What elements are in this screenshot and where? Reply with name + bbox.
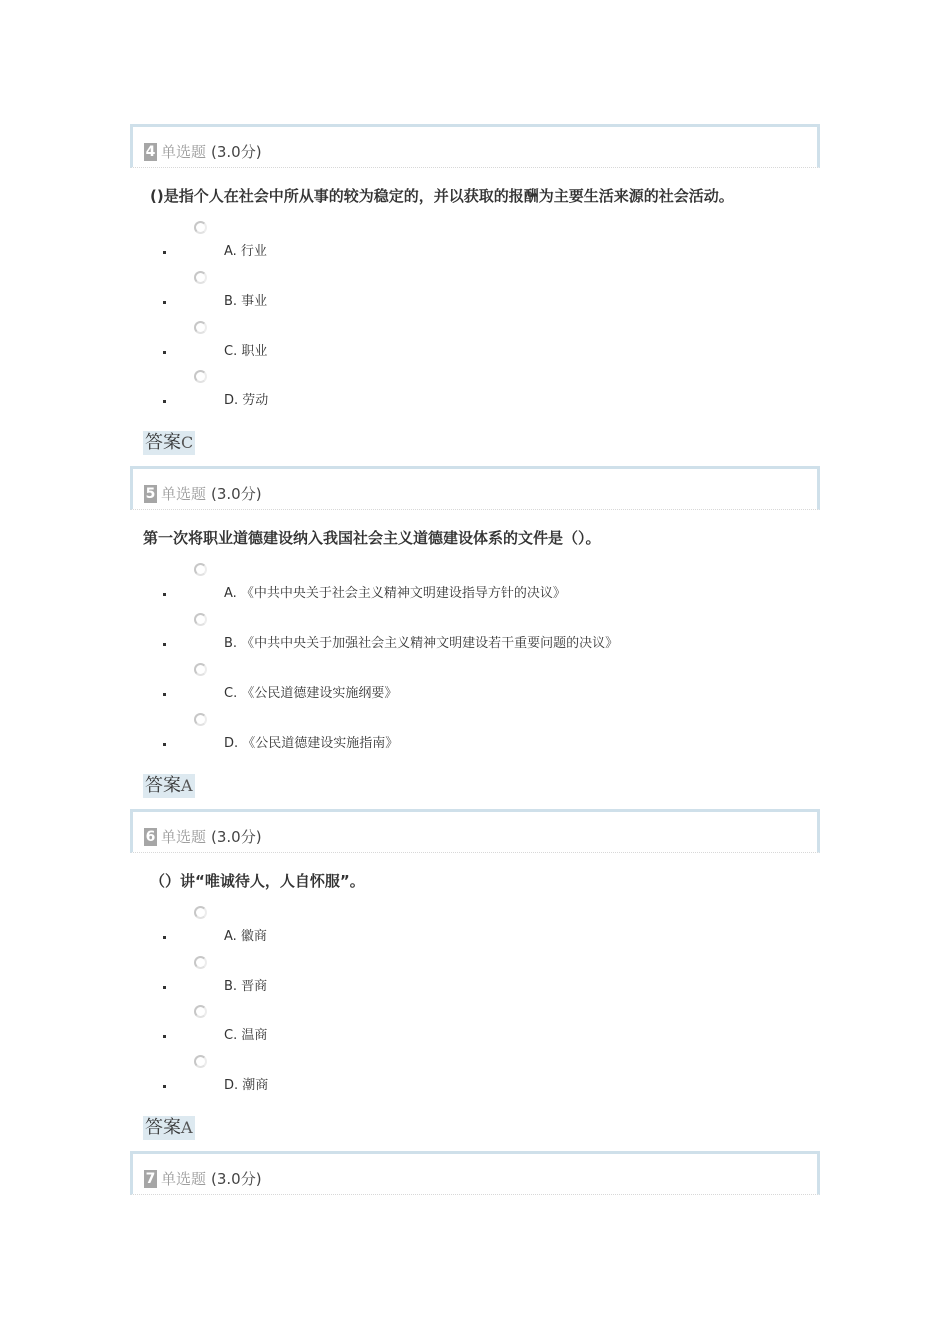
- bullet-dot: [163, 986, 166, 989]
- answer-label: 答案: [145, 432, 181, 453]
- question-number: 7: [145, 1170, 156, 1187]
- radio-option-a[interactable]: [194, 906, 207, 919]
- question-header: [130, 1151, 820, 1195]
- radio-option-b[interactable]: [194, 613, 207, 626]
- option-label-a: A. 行业: [224, 244, 267, 259]
- question-header: [130, 466, 820, 510]
- question-type: 单选题: [161, 828, 207, 846]
- option-label-a: A. 徽商: [224, 929, 267, 944]
- answer-value: A: [181, 1118, 193, 1137]
- answer-value: C: [181, 433, 194, 452]
- radio-option-c[interactable]: [194, 321, 207, 334]
- bullet-dot: [163, 351, 166, 354]
- option-label-c: C. 温商: [224, 1028, 268, 1043]
- question-score: (3.0分): [211, 143, 262, 161]
- radio-option-c[interactable]: [194, 663, 207, 676]
- radio-option-b[interactable]: [194, 956, 207, 969]
- bullet-dot: [163, 1035, 166, 1038]
- bullet-dot: [163, 936, 166, 939]
- question-number: 6: [145, 828, 156, 845]
- question-score: (3.0分): [211, 485, 262, 503]
- option-label-c: C. 《公民道德建设实施纲要》: [224, 686, 398, 701]
- question-score: (3.0分): [211, 1170, 262, 1188]
- radio-option-d[interactable]: [194, 1055, 207, 1068]
- bullet-dot: [163, 743, 166, 746]
- answer-label: 答案: [145, 1117, 181, 1138]
- option-label-b: B. 《中共中央关于加强社会主义精神文明建设若干重要问题的决议》: [224, 636, 619, 651]
- option-label-b: B. 事业: [224, 294, 268, 309]
- option-label-a: A. 《中共中央关于社会主义精神文明建设指导方针的决议》: [224, 586, 566, 601]
- question-type: 单选题: [161, 1170, 207, 1188]
- option-label-b: B. 晋商: [224, 979, 268, 994]
- bullet-dot: [163, 251, 166, 254]
- question-stem: （）讲“唯诚待人，人自怀服”。: [150, 872, 365, 890]
- answer-line: [143, 431, 195, 455]
- answer-line: [143, 1116, 195, 1140]
- question-type: 单选题: [161, 143, 207, 161]
- question-number: 5: [145, 485, 156, 502]
- question-stem: 第一次将职业道德建设纳入我国社会主义道德建设体系的文件是（）。: [143, 529, 601, 547]
- bullet-dot: [163, 693, 166, 696]
- question-stem: ()是指个人在社会中所从事的较为稳定的，并以获取的报酬为主要生活来源的社会活动。: [150, 187, 734, 205]
- radio-option-a[interactable]: [194, 221, 207, 234]
- question-header: [130, 124, 820, 168]
- radio-option-d[interactable]: [194, 713, 207, 726]
- option-label-d: D. 《公民道德建设实施指南》: [224, 736, 399, 751]
- question-type: 单选题: [161, 485, 207, 503]
- radio-option-a[interactable]: [194, 563, 207, 576]
- bullet-dot: [163, 1085, 166, 1088]
- bullet-dot: [163, 593, 166, 596]
- answer-label: 答案: [145, 775, 181, 796]
- answer-value: A: [181, 776, 193, 795]
- option-label-d: D. 潮商: [224, 1078, 269, 1093]
- radio-option-d[interactable]: [194, 370, 207, 383]
- answer-line: [143, 774, 195, 798]
- bullet-dot: [163, 301, 166, 304]
- question-number: 4: [145, 143, 156, 160]
- bullet-dot: [163, 400, 166, 403]
- question-score: (3.0分): [211, 828, 262, 846]
- question-header: [130, 809, 820, 853]
- radio-option-b[interactable]: [194, 271, 207, 284]
- radio-option-c[interactable]: [194, 1005, 207, 1018]
- option-label-d: D. 劳动: [224, 393, 269, 408]
- option-label-c: C. 职业: [224, 344, 268, 359]
- bullet-dot: [163, 643, 166, 646]
